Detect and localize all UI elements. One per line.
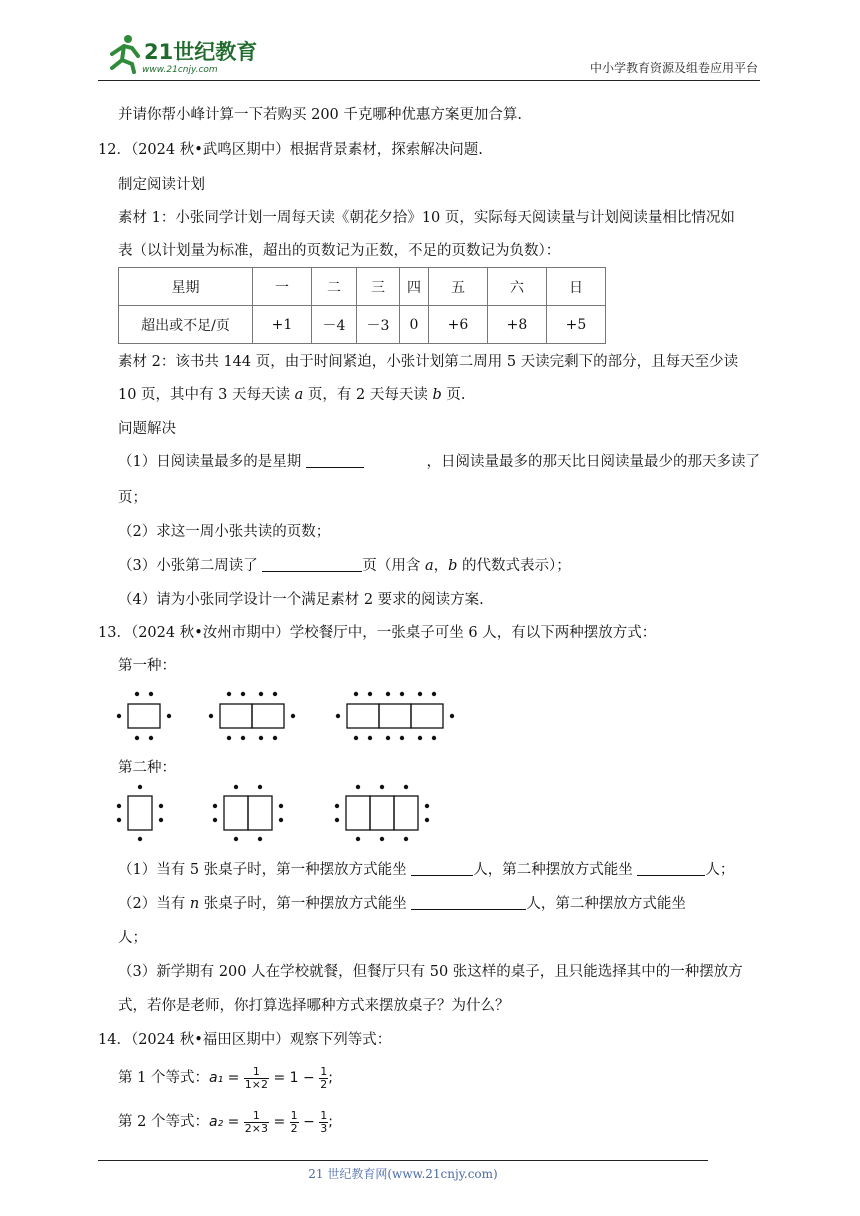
seat-dot: [227, 692, 231, 696]
seat-dot: [450, 714, 454, 718]
fraction: $\frac{1}{2}$: [320, 1064, 328, 1091]
table-header-label: 星期: [119, 268, 253, 306]
seat-dot: [354, 692, 358, 696]
q12-material2-line1: 素材 2：该书共 144 页，由于时间紧迫，小张计划第二周用 5 天读完剩下的部分，且每天至少读: [118, 354, 739, 370]
seat-dot: [258, 837, 262, 841]
table-value: +6: [429, 306, 488, 344]
seat-dot: [336, 714, 340, 718]
seat-dot: [117, 818, 121, 822]
table-rect: [220, 704, 252, 728]
footer-text: 21 世纪教育网(www.21cnjy.com): [308, 1167, 498, 1181]
answer-blank: [411, 860, 473, 876]
table-rect: [370, 796, 394, 830]
logo: [98, 32, 268, 76]
q13-part3-line2: 式，若你是老师，你打算选择哪种方式来摆放桌子？为什么？: [118, 998, 510, 1014]
method2-arrangements: [110, 782, 470, 844]
table-rect: [128, 704, 160, 728]
seat-dot: [273, 692, 277, 696]
seat-dot: [259, 736, 263, 740]
seat-dot: [159, 804, 163, 808]
table-rect: [128, 796, 152, 830]
seat-dot: [386, 692, 390, 696]
q12-stem: 12．（2024 秋•武鸣区期中）根据背景素材，探索解决问题.: [98, 142, 483, 158]
answer-blank: [262, 556, 362, 572]
table-value: －4: [312, 306, 357, 344]
carryover-line: 并请你帮小峰计算一下若购买 200 千克哪种优惠方案更加合算.: [118, 107, 523, 123]
q13-part3-line1: （3）新学期有 200 人在学校就餐，但餐厅只有 50 张这样的桌子，且只能选择其中的一种摆放方: [118, 964, 743, 980]
table-rect: [346, 796, 370, 830]
seat-dot: [213, 818, 217, 822]
q12-part3: （3）小张第二周读了 页（用含 a，b 的代数式表示）；: [118, 558, 571, 574]
seat-dot: [354, 736, 358, 740]
table-value: +1: [253, 306, 312, 344]
seat-dot: [432, 736, 436, 740]
seat-dot: [259, 692, 263, 696]
seat-dot: [368, 736, 372, 740]
seat-dot: [135, 736, 139, 740]
seat-dot: [227, 736, 231, 740]
table-rect: [394, 796, 418, 830]
seat-dot: [279, 804, 283, 808]
q14-stem: 14．（2024 秋•福田区期中）观察下列等式：: [98, 1032, 392, 1048]
footer-rule: [98, 1160, 708, 1161]
table-day: 二: [312, 268, 357, 306]
table-day: 四: [400, 268, 429, 306]
reading-table: [118, 267, 606, 344]
seat-dot: [138, 837, 142, 841]
q12-problem-title: 问题解决: [118, 421, 176, 437]
seat-dot: [279, 818, 283, 822]
q14-equation-1: 第 1 个等式：a₁ = $\frac{1}{1\times 2}$ = 1 − $\frac{1}{2}$ ;: [118, 1064, 333, 1091]
q12-material1-line1: 素材 1：小张同学计划一周每天读《朝花夕拾》10 页，实际每天阅读量与计划阅读量相比情况如: [118, 210, 735, 226]
seat-dot: [234, 785, 238, 789]
q14-equation-2: 第 2 个等式：a₂ = $\frac{1}{2\times 3}$ = $\frac{1}{2}$ − $\frac{1}{3}$ ;: [118, 1108, 333, 1135]
q12-material2-line2: 10 页，其中有 3 天每天读 a 页，有 2 天每天读 b 页.: [118, 387, 466, 403]
table-rect: [248, 796, 272, 830]
table-day: 日: [547, 268, 606, 306]
seat-dot: [117, 714, 121, 718]
seat-dot: [335, 804, 339, 808]
seat-dot: [234, 837, 238, 841]
q13-part1: （1）当有 5 张桌子时，第一种摆放方式能坐 人，第二种摆放方式能坐 人；: [118, 862, 735, 878]
header-platform-title: 中小学教育资源及组卷应用平台: [589, 61, 758, 75]
table-rect: [379, 704, 411, 728]
q12-part1-end: 页；: [118, 490, 147, 506]
q13-part2: （2）当有 n 张桌子时，第一种摆放方式能坐 人，第二种摆放方式能坐: [118, 896, 686, 912]
seat-dot: [368, 692, 372, 696]
seat-dot: [425, 818, 429, 822]
table-value: +8: [488, 306, 547, 344]
table-row: [119, 268, 606, 306]
q13-stem: 13．（2024 秋•汝州市期中）学校餐厅中，一张桌子可坐 6 人，有以下两种摆放方式：: [98, 625, 657, 641]
seat-dot: [432, 692, 436, 696]
q13-method2-label: 第二种：: [118, 760, 176, 776]
seat-dot: [209, 714, 213, 718]
q13-part2-end: 人；: [118, 930, 147, 946]
seat-dot: [167, 714, 171, 718]
table-day: 三: [357, 268, 400, 306]
q12-part2: （2）求这一周小张共读的页数；: [118, 524, 331, 540]
seat-dot: [117, 804, 121, 808]
table-value: －3: [357, 306, 400, 344]
fraction: $\frac{1}{1\times 2}$: [244, 1064, 268, 1091]
method1-arrangements: [110, 682, 470, 742]
seat-dot: [400, 736, 404, 740]
seat-dot: [149, 692, 153, 696]
fraction: $\frac{1}{2\times 3}$: [244, 1108, 268, 1135]
seat-dot: [291, 714, 295, 718]
seat-dot: [425, 804, 429, 808]
seat-dot: [380, 785, 384, 789]
runner-icon: [112, 35, 138, 72]
seat-dot: [149, 736, 153, 740]
q12-part1: （1）日阅读量最多的是星期 ，日阅读量最多的那天比日阅读量最少的那天多读了: [118, 454, 760, 470]
seat-dot: [273, 736, 277, 740]
seat-dot: [241, 692, 245, 696]
seat-dot: [418, 692, 422, 696]
seat-dot: [380, 837, 384, 841]
seat-dot: [213, 804, 217, 808]
answer-blank: [306, 452, 364, 468]
table-rect: [252, 704, 284, 728]
seat-dot: [241, 736, 245, 740]
seat-dot: [404, 785, 408, 789]
seat-dot: [135, 692, 139, 696]
seat-dot: [418, 736, 422, 740]
seat-dot: [258, 785, 262, 789]
table-day: 六: [488, 268, 547, 306]
answer-blank: [637, 860, 705, 876]
fraction: $\frac{1}{3}$: [320, 1108, 328, 1135]
seat-dot: [356, 785, 360, 789]
q12-part4: （4）请为小张同学设计一个满足素材 2 要求的阅读方案.: [118, 592, 484, 608]
q12-material1-line2: 表（以计划量为标准，超出的页数记为正数，不足的页数记为负数）：: [118, 243, 561, 259]
logo-text: 21世纪教育: [144, 40, 258, 64]
logo-url: www.21cnjy.com: [142, 65, 218, 75]
table-value: +5: [547, 306, 606, 344]
table-rect: [224, 796, 248, 830]
table-row: [119, 306, 606, 344]
seat-dot: [335, 818, 339, 822]
seat-dot: [386, 736, 390, 740]
table-value: 0: [400, 306, 429, 344]
seat-dot: [404, 837, 408, 841]
q12-section-title: 制定阅读计划: [118, 177, 205, 193]
seat-dot: [356, 837, 360, 841]
table-row-label: 超出或不足/页: [119, 306, 253, 344]
table-day: 一: [253, 268, 312, 306]
table-rect: [411, 704, 443, 728]
seat-dot: [138, 785, 142, 789]
seat-dot: [400, 692, 404, 696]
seat-dot: [159, 818, 163, 822]
q13-method1-label: 第一种：: [118, 658, 176, 674]
page-header: [98, 30, 760, 81]
table-day: 五: [429, 268, 488, 306]
answer-blank: [411, 894, 526, 910]
fraction: $\frac{1}{2}$: [290, 1108, 298, 1135]
table-rect: [347, 704, 379, 728]
